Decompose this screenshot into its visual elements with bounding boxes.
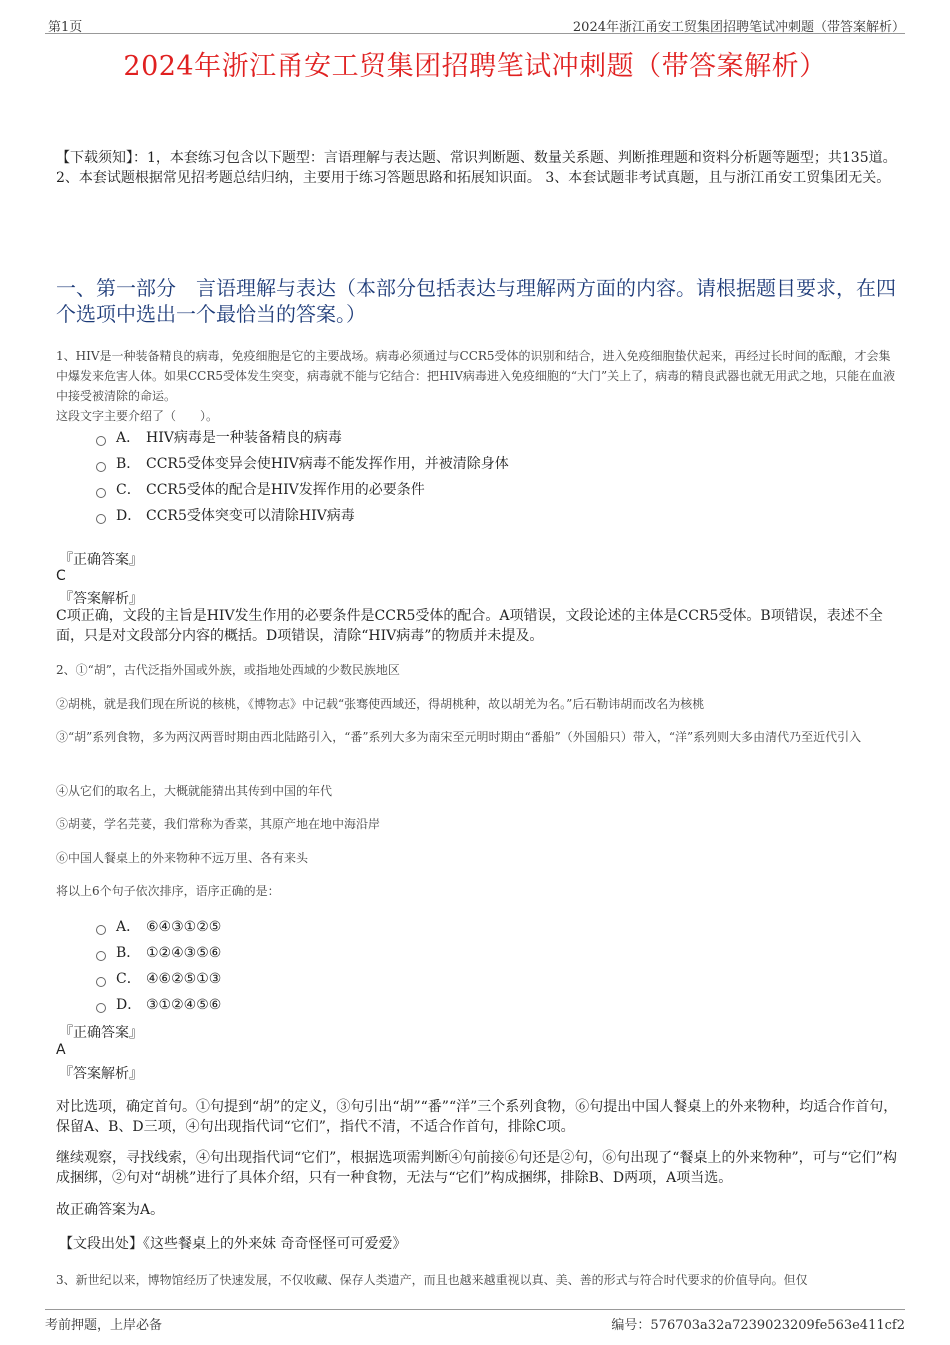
q3-stem: 3、新世纪以来，博物馆经历了快速发展，不仅收藏、保存人类遗产，而且也越来越重视以真、美、善的形式与符合时代要求的价值导向。但仅 [56, 1273, 808, 1287]
footer-divider [45, 1309, 905, 1310]
q1-option-b[interactable]: B． CCR5受体变异会使HIV病毒不能发挥作用，并被清除身体 [96, 454, 509, 474]
q2-line-4: ④从它们的取名上，大概就能猜出其传到中国的年代 [56, 784, 333, 798]
q1-option-c[interactable]: C． CCR5受体的配合是HIV发挥作用的必要条件 [96, 480, 425, 500]
footer-slogan: 考前押题，上岸必备 [45, 1318, 163, 1333]
q1-stem: 1、HIV是一种装备精良的病毒，免疫细胞是它的主要战场。病毒必须通过与CCR5受体的识别和结合，进入免疫细胞蛰伏起来，再经过长时间的酝酿，才会集中爆发来危害人体。如果CCR5受体发生突变，病毒就不能与它结合：把HIV病毒进入免疫细胞的“大门”关上了，病毒的精良武器也就无用武之地，只能在血液中接受被清除的命运。 [56, 349, 896, 403]
q1-analysis: C项正确，文段的主旨是HIV发生作用的必要条件是CCR5受体的配合。A项错误，文段论述的主体是CCR5受体。B项错误，表述不全面，只是对文段部分内容的概括。D项错误，清除“HIV病毒”的物质并未提及。 [56, 608, 883, 644]
q2-answer-label: 『正确答案』 [59, 1025, 143, 1041]
q2-line-1: 2、①“胡”，古代泛指外国或外族，或指地处西域的少数民族地区 [56, 663, 400, 677]
radio-icon[interactable] [96, 514, 106, 524]
q2-source: 【文段出处】《这些餐桌上的外来妹 奇奇怪怪可可爱爱》 [59, 1236, 407, 1252]
q2-analysis-1: 对比选项，确定首句。①句提到“胡”的定义，③句引出“胡”“番”“洋”三个系列食物，⑥句提出中国人餐桌上的外来物种，均适合作首句，保留A、B、D三项，④句出现指代词“它们”，指代不清，不适合作首句，排除C项。 [56, 1099, 898, 1135]
q1-question: 这段文字主要介绍了（ ）。 [56, 409, 219, 423]
q1-option-a[interactable]: A． HIV病毒是一种装备精良的病毒 [96, 428, 342, 448]
q2-analysis-3: 故正确答案为A。 [56, 1202, 165, 1218]
radio-icon[interactable] [96, 951, 106, 961]
radio-icon[interactable] [96, 462, 106, 472]
footer-code: 编号：576703a32a7239023209fe563e411cf2 [611, 1318, 905, 1333]
radio-icon[interactable] [96, 977, 106, 987]
q1-option-d[interactable]: D． CCR5受体突变可以清除HIV病毒 [96, 506, 355, 526]
q2-analysis-2: 继续观察，寻找线索，④句出现指代词“它们”，根据选项需判断④句前接⑥句还是②句，⑥句出现了“餐桌上的外来物种”，可与“它们”构成捆绑，②句对“胡桃”进行了具体介绍，只有一种食物，无法与“它们”构成捆绑，排除B、D两项，A项当选。 [56, 1150, 897, 1186]
q2-option-a[interactable]: A． ⑥④③①②⑤ [96, 917, 221, 937]
radio-icon[interactable] [96, 1003, 106, 1013]
q2-option-c[interactable]: C． ④⑥②⑤①③ [96, 969, 221, 989]
radio-icon[interactable] [96, 488, 106, 498]
q2-question: 将以上6个句子依次排序，语序正确的是： [56, 884, 280, 898]
q2-analysis-label: 『答案解析』 [59, 1066, 143, 1082]
q2-option-b[interactable]: B． ①②④③⑤⑥ [96, 943, 221, 963]
page-number: 第1页 [48, 20, 83, 35]
q2-line-5: ⑤胡荽，学名芫荽，我们常称为香菜，其原产地在地中海沿岸 [56, 817, 381, 831]
document-title: 2024年浙江甬安工贸集团招聘笔试冲刺题（带答案解析） [123, 51, 827, 82]
q1-answer-label: 『正确答案』 [59, 552, 143, 568]
q2-answer: A [56, 1042, 66, 1058]
q2-option-d[interactable]: D． ③①②④⑤⑥ [96, 995, 221, 1015]
q1-analysis-label: 『答案解析』 [59, 591, 143, 607]
download-notice: 【下载须知】：1，本套练习包含以下题型：言语理解与表达题、常识判断题、数量关系题、判断推理题和资料分析题等题型；共135道。 2、本套试题根据常见招考题总结归纳，主要用于练习答题思路和拓展知识面。 3、本套试题非考试真题，且与浙江甬安工贸集团无关。 [56, 150, 897, 186]
running-header-title: 2024年浙江甬安工贸集团招聘笔试冲刺题（带答案解析） [572, 20, 905, 35]
q2-line-3: ③“胡”系列食物，多为两汉两晋时期由西北陆路引入，“番”系列大多为南宋至元明时期由“番船”（外国船只）带入，“洋”系列则大多由清代乃至近代引入 [56, 730, 862, 744]
q2-line-2: ②胡桃，就是我们现在所说的核桃，《博物志》中记载“张骞使西域还，得胡桃种，故以胡羌为名。”后石勒讳胡而改名为核桃 [56, 697, 705, 711]
q1-answer: C [56, 568, 66, 584]
radio-icon[interactable] [96, 925, 106, 935]
radio-icon[interactable] [96, 436, 106, 446]
header-divider [45, 33, 905, 34]
q2-line-6: ⑥中国人餐桌上的外来物种不远万里、各有来头 [56, 851, 309, 865]
section-heading: 一、第一部分 言语理解与表达（本部分包括表达与理解两方面的内容。请根据题目要求，在四个选项中选出一个最恰当的答案。） [56, 276, 896, 326]
